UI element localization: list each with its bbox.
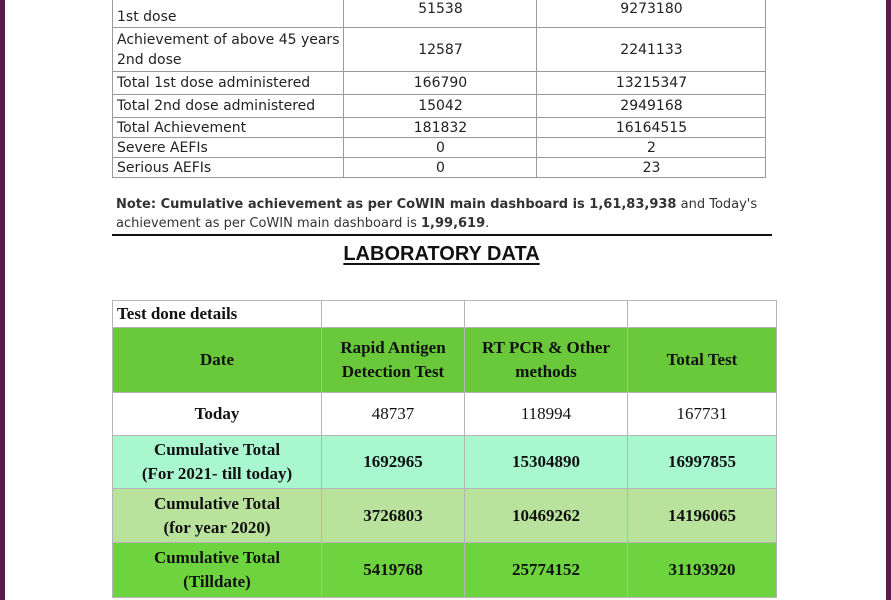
row-value-today: 181832 (344, 118, 537, 138)
table-row (113, 393, 777, 436)
row-label (113, 543, 322, 598)
table-row (113, 436, 777, 489)
row-label-line1: Achievement of above 45 years (117, 31, 340, 48)
row-label: 1st dose (113, 0, 344, 28)
row-label: Today (113, 393, 322, 436)
row-value-cumulative: 23 (537, 158, 766, 178)
section-title-text: LABORATORY DATA (343, 243, 540, 265)
row-rapid-value: 5419768 (322, 543, 465, 598)
laboratory-table (112, 300, 777, 598)
row-label-line1: Cumulative Total (153, 440, 281, 459)
table-row (113, 489, 777, 543)
table-caption-row (113, 301, 777, 328)
header-line2: methods (515, 362, 577, 381)
row-rtpcr-value: 10469262 (465, 489, 628, 543)
section-title (0, 243, 883, 266)
table-caption: Test done details (113, 301, 322, 328)
row-label: Severe AEFIs (113, 138, 344, 158)
table-row (113, 95, 766, 118)
row-total-value: 14196065 (628, 489, 777, 543)
vaccination-table (112, 0, 766, 178)
row-label-line1: Cumulative Total (153, 493, 281, 513)
table-row (113, 0, 766, 28)
table-header-row (113, 328, 777, 393)
table-row (113, 28, 766, 72)
row-label-line1: Cumulative Total (153, 548, 281, 567)
row-value-cumulative: 2 (537, 138, 766, 158)
row-value-cumulative: 16164515 (537, 118, 766, 138)
note-cumulative-value: 1,61,83,938 (589, 197, 677, 212)
row-value-today: 0 (344, 138, 537, 158)
header-date: Date (113, 328, 322, 393)
row-rtpcr-value: 118994 (465, 393, 628, 436)
empty-cell (628, 301, 777, 328)
row-total-value: 16997855 (628, 436, 777, 489)
cowin-note (112, 191, 770, 234)
table-row (113, 72, 766, 95)
row-label (113, 436, 322, 489)
row-value-cumulative: 13215347 (537, 72, 766, 95)
row-label (113, 489, 322, 543)
row-label: Total 1st dose administered (113, 72, 344, 95)
row-rapid-value: 48737 (322, 393, 465, 436)
note-suffix: . (485, 216, 490, 231)
row-rtpcr-value: 15304890 (465, 436, 628, 489)
row-label-line2: (for year 2020) (163, 517, 271, 537)
row-rapid-value: 1692965 (322, 436, 465, 489)
header-line1: RT PCR & Other (482, 338, 610, 357)
note-today-value: 1,99,619 (421, 216, 486, 231)
header-total-test: Total Test (628, 328, 777, 393)
table-row (113, 118, 766, 138)
row-label-line2: (Tilldate) (183, 572, 251, 591)
row-value-cumulative: 2241133 (537, 28, 766, 72)
row-value-today: 166790 (344, 72, 537, 95)
row-total-value: 31193920 (628, 543, 777, 598)
table-row (113, 158, 766, 178)
row-value-cumulative: 2949168 (537, 95, 766, 118)
page-frame-right (886, 0, 891, 600)
header-line1: Rapid Antigen (340, 338, 446, 357)
section-divider (112, 234, 772, 236)
header-rapid-antigen (322, 328, 465, 393)
row-label-line2: 2nd dose (117, 51, 182, 68)
row-rapid-value: 3726803 (322, 489, 465, 543)
note-text-part2: and Today's achievement as per CoWIN main dashboard is (116, 197, 758, 231)
row-value-cumulative: 9273180 (537, 0, 766, 28)
row-label (113, 28, 344, 72)
row-value-today: 51538 (344, 0, 537, 28)
table-row (113, 543, 777, 598)
empty-cell (322, 301, 465, 328)
row-value-today: 15042 (344, 95, 537, 118)
header-line2: Detection Test (341, 362, 445, 381)
row-total-value: 167731 (628, 393, 777, 436)
row-label: Serious AEFIs (113, 158, 344, 178)
row-value-today: 12587 (344, 28, 537, 72)
header-rt-pcr (465, 328, 628, 393)
note-text-part1: Cumulative achievement as per CoWIN main dashboard is (156, 197, 590, 212)
row-value-today: 0 (344, 158, 537, 178)
row-rtpcr-value: 25774152 (465, 543, 628, 598)
row-label-line2: (For 2021- till today) (141, 464, 293, 483)
empty-cell (465, 301, 628, 328)
note-prefix: Note: (116, 197, 157, 212)
table-row (113, 138, 766, 158)
row-label: Total 2nd dose administered (113, 95, 344, 118)
page-frame-left (0, 0, 5, 600)
row-label: Total Achievement (113, 118, 344, 138)
